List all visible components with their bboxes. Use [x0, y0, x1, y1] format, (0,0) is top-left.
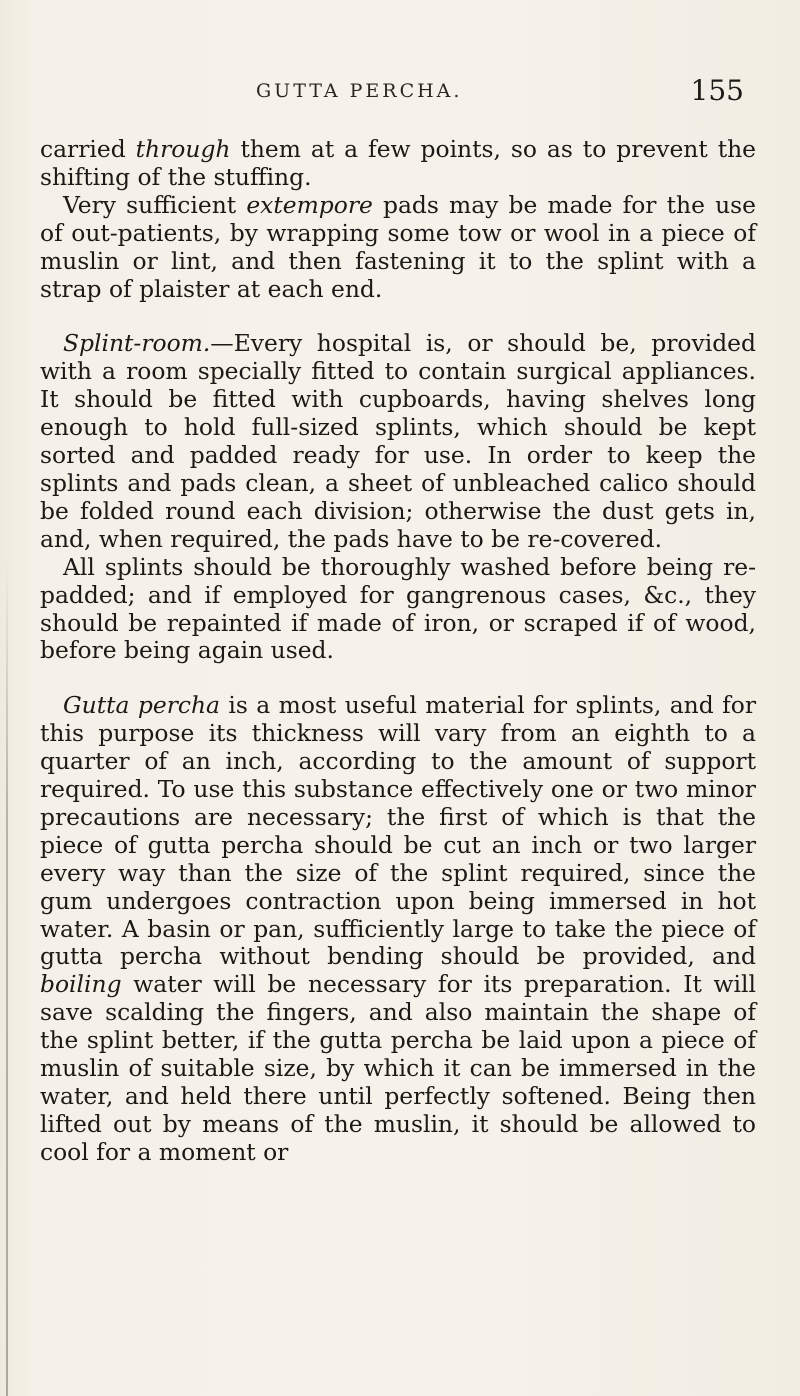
- text-run: All splints should be thoroughly washed before being re-padded; and if employed for gangrenous cases, &c., they should be repainted if made of iron, or scraped if of wood, before being again used.: [40, 552, 756, 665]
- italic-run: through: [135, 135, 231, 163]
- text-run: carried: [40, 135, 136, 163]
- text-run: is a most useful material for splints, and for this purpose its thickness will vary from an eighth to a quarter of an inch, according to the amount of support required. To use this substance effectively one or two minor precautions are necessary; the first of which is that the piece of gutta percha should be cut an inch or two larger every way than the size of the splint required, since the gum undergoes contraction upon being immersed in hot water. A basin or pan, sufficiently large to take the piece of gutta percha without bending should be provided, and: [40, 691, 756, 971]
- italic-run: Gutta percha: [63, 691, 221, 720]
- binding-gutter-shadow: [6, 560, 8, 1396]
- body-text: [40, 136, 756, 1167]
- text-run: Very sufficient: [63, 190, 247, 219]
- text-run: —Every hospital is, or should be, provided with a room specially fitted to contain surgical appliances. It should be fitted with cupboards, having shelves long enough to hold full-sized splints, which should be kept sorted and padded ready for use. In order to keep the splints and pads clean, a sheet of unbleached calico should be folded round each division; otherwise the dust gets in, and, when required, the pads have to be re-covered.: [40, 329, 756, 553]
- paragraph: [40, 692, 756, 1166]
- paragraph: [40, 554, 756, 666]
- text-run: water will be necessary for its preparation. It will save scalding the fingers, and also maintain the shape of the splint better, if the gutta percha be laid upon a piece of muslin of suitable size, by which it can be immersed in the water, and held there until perfectly softened. Being then lifted out by means of the muslin, it should be allowed to cool for a moment or: [40, 970, 756, 1166]
- italic-run: Splint-room.: [63, 329, 211, 358]
- page-number: 155: [690, 74, 744, 107]
- italic-run: extempore: [246, 190, 373, 219]
- text-run: pads may be made for the use of out-patients, by wrapping some tow or wool in a piece of muslin or lint, and then fastening it to the splint with a strap of plaister at each end.: [40, 190, 756, 303]
- running-title: GUTTA PERCHA.: [256, 80, 463, 102]
- paragraph: [40, 192, 756, 304]
- italic-run: boiling: [40, 970, 122, 999]
- paragraph: [40, 136, 756, 192]
- text-run: them at a few points, so as to prevent the shifting of the stuffing.: [40, 135, 757, 191]
- paragraph: [40, 330, 756, 553]
